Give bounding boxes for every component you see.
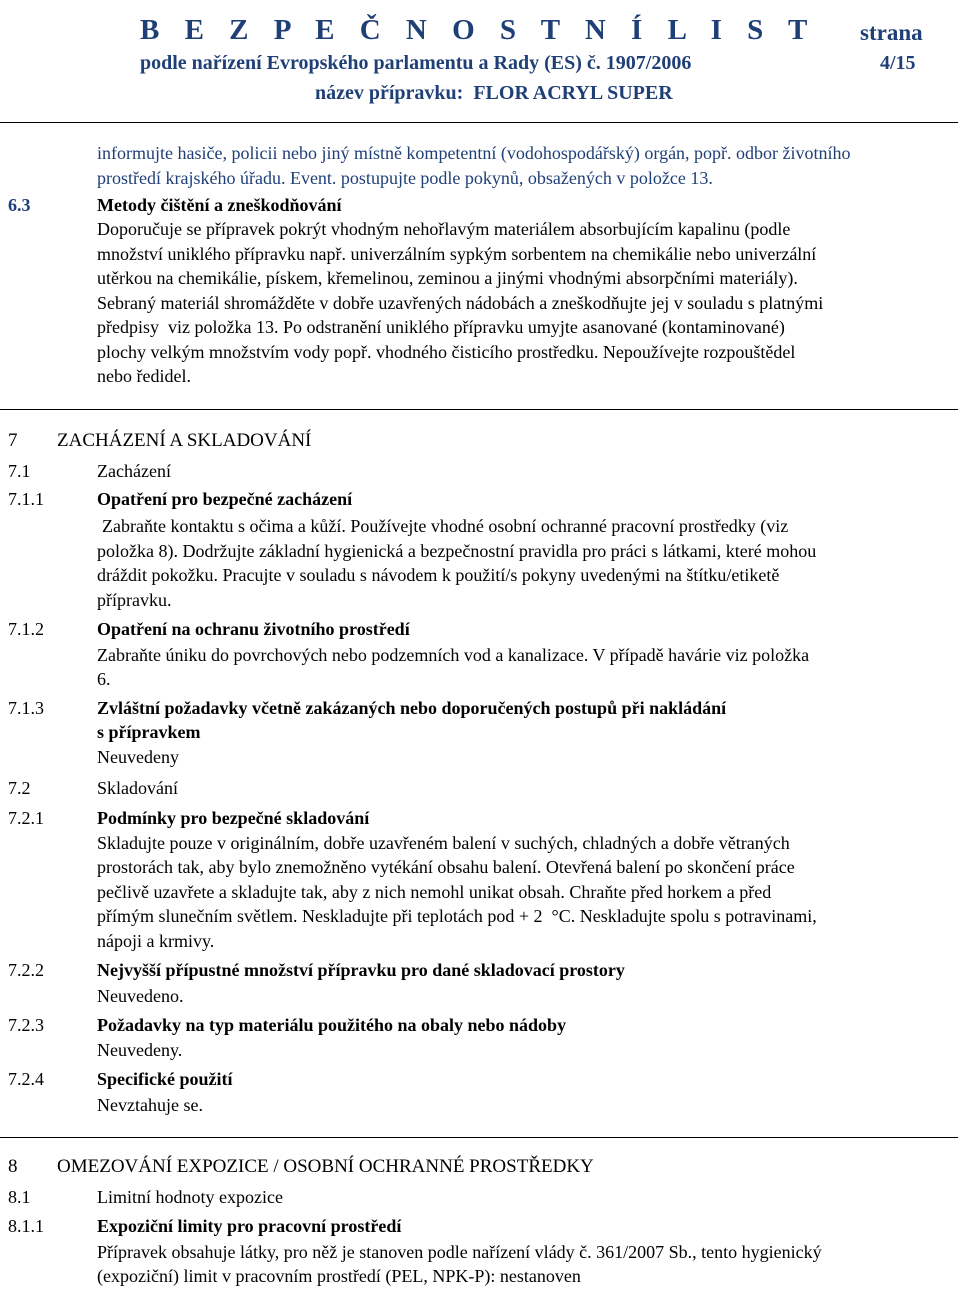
- section-title-7-1-3-cont: s přípravkem: [97, 722, 201, 742]
- section-6-3-line: utěrkou na chemikálie, pískem, křemelinou, zeminou a jinými vhodnými absorpčními materiály).: [97, 268, 798, 288]
- section-number-7-2-3: 7.2.3: [8, 1015, 44, 1035]
- section-6-3-line: Doporučuje se přípravek pokrýt vhodným nehořlavým materiálem absorbujícím kapalinu (podle: [97, 219, 791, 239]
- section-title-7: ZACHÁZENÍ A SKLADOVÁNÍ: [57, 430, 312, 451]
- section-6-3-line: nebo ředidel.: [97, 366, 191, 386]
- section-number-7-2-1: 7.2.1: [8, 808, 44, 828]
- section-7-1-1-line: přípravku.: [97, 590, 172, 610]
- section-title-8-1-1: Expoziční limity pro pracovní prostředí: [97, 1216, 402, 1236]
- continued-paragraph: informujte hasiče, policii nebo jiný místně kompetentní (vodohospodářský) orgán, popř. odbor životního prostředí krajského úřadu. Event. postupujte podle pokynů, obsažených v položce 13.: [97, 143, 851, 188]
- section-7-1-1-line: Zabraňte kontaktu s očima a kůží. Používejte vhodné osobní ochranné pracovní prostředky (viz: [102, 516, 789, 536]
- section-title-8-1: Limitní hodnoty expozice: [97, 1187, 283, 1207]
- section-number-7-1-2: 7.1.2: [8, 619, 44, 639]
- section-number-7: 7: [8, 430, 18, 451]
- section-number-7-2-4: 7.2.4: [8, 1069, 44, 1089]
- section-7-1-3-text: Neuvedeny: [97, 747, 179, 767]
- section-7-1-1-line: položka 8). Dodržujte základní hygienická a bezpečnostní pravidla pro práci s látkami, které mohou: [97, 541, 817, 561]
- section-title-7-1-1: Opatření pro bezpečné zacházení: [97, 489, 353, 509]
- section-number-6-3: 6.3: [8, 195, 31, 215]
- section-7-2-2-text: Neuvedeno.: [97, 986, 184, 1006]
- section-title-7-2: Skladování: [97, 778, 178, 798]
- section-7-2-1-line: nápoji a krmivy.: [97, 931, 215, 951]
- section-title-8: OMEZOVÁNÍ EXPOZICE / OSOBNÍ OCHRANNÉ PROSTŘEDKY: [57, 1156, 594, 1177]
- section-number-7-1-3: 7.1.3: [8, 698, 44, 718]
- section-title-7-2-4: Specifické použití: [97, 1069, 233, 1089]
- section-title-7-1: Zacházení: [97, 461, 171, 481]
- page-number: 4/15: [880, 52, 916, 74]
- section-divider: [0, 409, 958, 410]
- section-7-2-1-line: pečlivě uzavřete a skladujte tak, aby z nich nemohl unikat obsah. Chraňte před horkem a před: [97, 882, 772, 902]
- section-7-2-4-text: Nevztahuje se.: [97, 1095, 203, 1115]
- header-divider: [0, 122, 958, 123]
- section-divider: [0, 1137, 958, 1138]
- section-title-6-3: Metody čištění a zneškodňování: [97, 195, 342, 215]
- section-7-1-1-line: dráždit pokožku. Pracujte v souladu s návodem k použití/s pokyny uvedenými na štítku/etiketě: [97, 565, 780, 585]
- section-number-7-2: 7.2: [8, 778, 31, 798]
- section-6-3-line: množství uniklého přípravku např. univerzálním sypkým sorbentem na chemikálie nebo univerzální: [97, 244, 817, 264]
- section-7-1-2-line: 6.: [97, 669, 111, 689]
- section-7-1-2-line: Zabraňte úniku do povrchových nebo podzemních vod a kanalizace. V případě havárie viz položka: [97, 645, 810, 665]
- section-number-8: 8: [8, 1156, 18, 1177]
- document-title: B E Z P E Č N O S T N Í L I S T: [140, 14, 817, 46]
- section-number-8-1-1: 8.1.1: [8, 1216, 44, 1236]
- section-number-7-1: 7.1: [8, 461, 31, 481]
- product-name: název přípravku: FLOR ACRYL SUPER: [315, 82, 673, 104]
- section-7-2-1-line: přímým slunečním světlem. Neskladujte při teplotách pod + 2 °C. Neskladujte spolu s potravinami,: [97, 906, 817, 926]
- section-number-7-1-1: 7.1.1: [8, 489, 44, 509]
- regulation-reference: podle nařízení Evropského parlamentu a Rady (ES) č. 1907/2006: [140, 52, 692, 74]
- section-number-7-2-2: 7.2.2: [8, 960, 44, 980]
- page-label: strana: [860, 20, 923, 45]
- section-7-2-1-line: Skladujte pouze v originálním, dobře uzavřeném balení v suchých, chladných a dobře větraných: [97, 833, 790, 853]
- section-6-3-line: plochy velkým množstvím vody popř. vhodného čisticího prostředku. Nepoužívejte rozpouštědel: [97, 342, 796, 362]
- section-title-7-1-3: Zvláštní požadavky včetně zakázaných nebo doporučených postupů při nakládání: [97, 698, 727, 718]
- section-8-1-1-line: (expoziční) limit v pracovním prostředí (PEL, NPK-P): nestanoven: [97, 1266, 581, 1286]
- section-8-1-1-line: Přípravek obsahuje látky, pro něž je stanoven podle nařízení vlády č. 361/2007 Sb., tento hygienický: [97, 1242, 822, 1262]
- section-6-3-line: předpisy viz položka 13. Po odstranění uniklého přípravku umyjte asanované (kontaminované): [97, 317, 785, 337]
- section-6-3-line: Sebraný materiál shromážděte v dobře uzavřených nádobách a zneškodňujte jej v souladu s platnými: [97, 293, 824, 313]
- section-7-2-3-text: Neuvedeny.: [97, 1040, 183, 1060]
- section-title-7-2-3: Požadavky na typ materiálu použitého na obaly nebo nádoby: [97, 1015, 567, 1035]
- section-number-8-1: 8.1: [8, 1187, 31, 1207]
- section-7-2-1-line: prostorách tak, aby bylo znemožněno vytékání obsahu balení. Otevřená balení po skončení práce: [97, 857, 795, 877]
- section-title-7-2-2: Nejvyšší přípustné množství přípravku pro dané skladovací prostory: [97, 960, 625, 980]
- section-title-7-2-1: Podmínky pro bezpečné skladování: [97, 808, 370, 828]
- section-title-7-1-2: Opatření na ochranu životního prostředí: [97, 619, 410, 639]
